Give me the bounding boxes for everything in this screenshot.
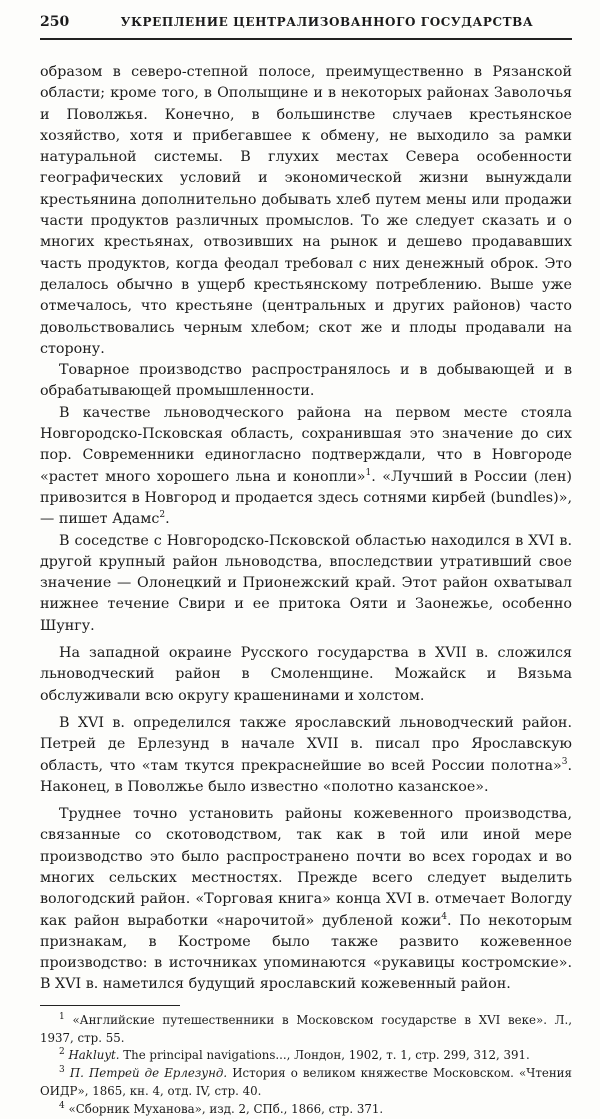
footnote-text: «Английские путешественники в Московском государстве в XVI веке». Л., 1937, стр. 55.: [40, 1012, 573, 1045]
footnote-divider: [40, 1005, 180, 1006]
footnote-text: История о великом княжестве Московском. «Чтения ОИДР», 1865, кн. 4, отд. IV, стр. 40.: [40, 1066, 572, 1098]
running-title: УКРЕПЛЕНИЕ ЦЕНТРАЛИЗОВАННОГО ГОСУДАРСТВА: [120, 15, 534, 29]
footnote-text: The principal navigations..., Лондон, 1902, т. 1, стр. 299, 312, 391.: [123, 1048, 530, 1063]
footnote-ref[interactable]: 1: [365, 467, 372, 478]
main-text: [40, 62, 572, 996]
footnote-number: 3: [59, 1065, 65, 1076]
footnote-author: Hakluyt.: [68, 1048, 120, 1063]
page-header: [40, 14, 572, 40]
paragraph: В качестве льноводческого района на первом месте стояла Новгородско-Псковская область, сохранившая это значение до сих пор. Современники единогласно подтверждали, что в Новгороде «растет много хорошего льна и конопли»$^1$. «Лучший в России (лен) привозится в Новгород и продается здесь сотнями кирбей (bundles)»,— пишет Адамс$^2$.: [40, 404, 572, 528]
paragraph-text: В XVI в. определился также ярославский льноводческий район. Петрей де Ерлезунд в начале XVII в. писал про Ярославскую область, что «там ткутся прекраснейшие во всей России полотна»: [40, 714, 572, 774]
page-number: 250: [40, 14, 70, 30]
paragraph: В XVI в. определился также ярославский льноводческий район. Петрей де Ерлезунд в начале XVII в. писал про Ярославскую область, что «там ткутся прекраснейшие во всей России полотна»$^3$. Наконец, в Поволжье было известно «полотно казанское».: [40, 714, 572, 795]
footnote: [40, 1047, 572, 1065]
footnote: [40, 1012, 572, 1048]
paragraph-text: Наконец, в Поволжье было известно «полотно казанское».: [40, 778, 489, 795]
footnote-ref[interactable]: 4: [441, 911, 447, 922]
footnote-ref[interactable]: 3: [561, 756, 568, 767]
paragraph-text: В качестве льноводческого района на первом месте стояла Новгородско-Псковская область, сохранившая это значение до сих пор. Современники единогласно подтверждали, что в Новгороде «растет много хорошего льна и конопли»: [40, 404, 572, 485]
paragraph: Товарное производство распространялось и в добывающей и в обрабатывающей промышленности.: [40, 362, 572, 400]
footnote-text: «Сборник Муханова», изд. 2, СПб., 1866, стр. 371.: [68, 1101, 384, 1116]
paragraph-text: По некоторым признакам, в Костроме было также развито кожевенное производство: в источниках упоминаются «рукавицы костромские». В XVI в. наметился будущий ярославский кожевенный район.: [40, 912, 572, 993]
footnote-number: 2: [59, 1047, 65, 1058]
paragraph-text: Труднее точно установить районы кожевенного производства, связанные со скотоводством, так как в той или иной мере производство это было распространено почти во всех городах и во многих сельских местностях. Прежде всего следует выделить вологодский район. «Торговая книга» конца XVI в. отмечает Вологду как район выработки «нарочитой» дубленой кожи: [40, 806, 572, 929]
paragraph: В соседстве с Новгородско-Псковской областью находился в XVI в. другой крупный район льноводства, впоследствии утративший свое значение — Олонецкий и Прионежский край. Этот район охватывал нижнее течение Свири и ее притока Ояти и Заонежье, особенно Шунгу.: [40, 532, 572, 634]
paragraph: Труднее точно установить районы кожевенного производства, связанные со скотоводством, так как в той или иной мере производство это было распространено почти во всех городах и во многих сельских местностях. Прежде всего следует выделить вологодский район. «Торговая книга» конца XVI в. отмечает Вологду как район выработки «нарочитой» дубленой кожи$^4$. По некоторым признакам, в Костроме было также развито кожевенное производство: в источниках упоминаются «рукавицы костромские». В XVI в. наметился будущий ярославский кожевенный район.: [40, 806, 572, 993]
paragraph: На западной окраине Русского государства в XVII в. сложился льноводческий район в Смоленщине. Можайск и Вязьма обслуживали всю округу крашенинами и холстом.: [40, 645, 572, 704]
footnote: [40, 1101, 572, 1119]
footnote-ref[interactable]: 2: [159, 510, 166, 521]
paragraph: образом в северо-степной полосе, преимущественно в Рязанской области; кроме того, в Ополыщине и в некоторых районах Заволочья и Поволжья. Конечно, в большинстве случаев крестьянское хозяйство, хотя и прибегавшее к обмену, не выходило за рамки натуральной системы. В глухих местах Севера особенности географических условий и экономической жизни вынуждали крестьянина дополнительно добывать хлеб путем мены или продажи части продуктов различных промыслов. То же следует сказать и о многих крестьянах, отвозивших на рынок и дешево продававших часть продуктов, когда феодал требовал с них денежный оброк. Это делалось обычно в ущерб крестьянскому потреблению. Выше уже отмечалось, что крестьяне (центральных и других районов) часто довольствовались черным хлебом; скот же и плоды продавали на сторону.: [40, 64, 572, 357]
paragraph-text: «Лучший в России (лен) привозится в Новгород и продается здесь сотнями кирбей (bundles)»,— пишет Адамс: [40, 468, 572, 528]
footnote-number: 4: [59, 1100, 65, 1111]
footnotes: [40, 1012, 572, 1119]
footnote-number: 1: [59, 1011, 65, 1022]
footnote-author: П. Петрей де Ерлезунд.: [69, 1066, 228, 1081]
footnote: [40, 1065, 572, 1101]
